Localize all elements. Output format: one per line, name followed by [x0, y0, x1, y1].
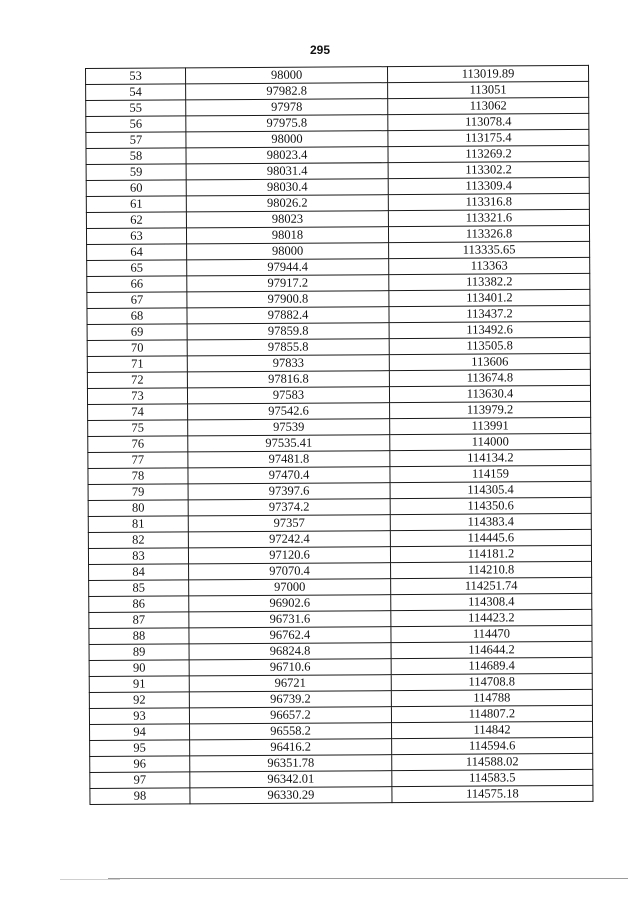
x-coordinate-cell: 96330.29	[190, 787, 392, 804]
x-coordinate-cell: 98018	[186, 227, 388, 244]
point-number-cell: 59	[86, 164, 186, 181]
point-number-cell: 75	[88, 420, 188, 437]
x-coordinate-cell: 96558.2	[190, 723, 392, 740]
point-number-cell: 78	[88, 468, 188, 485]
x-coordinate-cell: 97859.8	[187, 323, 389, 340]
y-coordinate-cell: 113309.4	[388, 177, 589, 194]
point-number-cell: 91	[89, 676, 189, 693]
y-coordinate-cell: 114583.5	[392, 769, 593, 786]
x-coordinate-cell: 97397.6	[188, 483, 390, 500]
point-number-cell: 89	[89, 644, 189, 661]
point-number-cell: 69	[87, 324, 187, 341]
y-coordinate-cell: 114689.4	[391, 657, 592, 674]
x-coordinate-cell: 96351.78	[190, 755, 392, 772]
point-number-cell: 87	[89, 612, 189, 629]
point-number-cell: 65	[87, 260, 187, 277]
scan-bottom-line-left	[60, 879, 120, 880]
y-coordinate-cell: 114445.6	[390, 529, 591, 546]
x-coordinate-cell: 97944.4	[187, 259, 389, 276]
y-coordinate-cell: 113674.8	[389, 369, 590, 386]
x-coordinate-cell: 97583	[187, 387, 389, 404]
x-coordinate-cell: 97000	[189, 579, 391, 596]
coordinate-table	[85, 65, 593, 805]
y-coordinate-cell: 114181.2	[390, 545, 591, 562]
point-number-cell: 57	[86, 132, 186, 149]
x-coordinate-cell: 97975.8	[186, 115, 388, 132]
y-coordinate-cell: 113175.4	[388, 129, 589, 146]
y-coordinate-cell: 113051	[388, 81, 589, 98]
point-number-cell: 63	[86, 228, 186, 245]
x-coordinate-cell: 96342.01	[190, 771, 392, 788]
x-coordinate-cell: 96902.6	[189, 595, 391, 612]
y-coordinate-cell: 113437.2	[389, 305, 590, 322]
x-coordinate-cell: 98030.4	[186, 179, 388, 196]
x-coordinate-cell: 96416.2	[190, 739, 392, 756]
y-coordinate-cell: 113630.4	[389, 385, 590, 402]
x-coordinate-cell: 96731.6	[189, 611, 391, 628]
x-coordinate-cell: 97982.8	[186, 83, 388, 100]
point-number-cell: 83	[88, 548, 188, 565]
point-number-cell: 66	[87, 276, 187, 293]
scan-bottom-line	[108, 878, 628, 879]
x-coordinate-cell: 97470.4	[188, 467, 390, 484]
y-coordinate-cell: 114308.4	[391, 593, 592, 610]
point-number-cell: 94	[90, 724, 190, 741]
point-number-cell: 62	[86, 212, 186, 229]
point-number-cell: 74	[88, 404, 188, 421]
y-coordinate-cell: 114594.6	[392, 737, 593, 754]
x-coordinate-cell: 97978	[186, 99, 388, 116]
point-number-cell: 67	[87, 292, 187, 309]
y-coordinate-cell: 113401.2	[389, 289, 590, 306]
y-coordinate-cell: 113979.2	[390, 401, 591, 418]
y-coordinate-cell: 114000	[390, 433, 591, 450]
x-coordinate-cell: 97539	[188, 419, 390, 436]
x-coordinate-cell: 98026.2	[186, 195, 388, 212]
y-coordinate-cell: 113606	[389, 353, 590, 370]
x-coordinate-cell: 96739.2	[189, 691, 391, 708]
y-coordinate-cell: 113302.2	[388, 161, 589, 178]
point-number-cell: 92	[89, 692, 189, 709]
point-number-cell: 97	[90, 772, 190, 789]
x-coordinate-cell: 98031.4	[186, 163, 388, 180]
y-coordinate-cell: 114134.2	[390, 449, 591, 466]
table-row	[90, 785, 593, 804]
y-coordinate-cell: 113078.4	[388, 113, 589, 130]
point-number-cell: 80	[88, 500, 188, 517]
point-number-cell: 53	[86, 68, 186, 85]
x-coordinate-cell: 97855.8	[187, 339, 389, 356]
y-coordinate-cell: 114788	[391, 689, 592, 706]
x-coordinate-cell: 98000	[186, 67, 388, 84]
point-number-cell: 90	[89, 660, 189, 677]
point-number-cell: 58	[86, 148, 186, 165]
point-number-cell: 98	[90, 788, 190, 805]
y-coordinate-cell: 114423.2	[391, 609, 592, 626]
point-number-cell: 84	[89, 564, 189, 581]
y-coordinate-cell: 113062	[388, 97, 589, 114]
y-coordinate-cell: 114644.2	[391, 641, 592, 658]
x-coordinate-cell: 97120.6	[188, 547, 390, 564]
x-coordinate-cell: 98000	[186, 131, 388, 148]
point-number-cell: 86	[89, 596, 189, 613]
point-number-cell: 60	[86, 180, 186, 197]
y-coordinate-cell: 113492.6	[389, 321, 590, 338]
x-coordinate-cell: 98000	[187, 243, 389, 260]
y-coordinate-cell: 113382.2	[389, 273, 590, 290]
point-number-cell: 88	[89, 628, 189, 645]
y-coordinate-cell: 113326.8	[388, 225, 589, 242]
x-coordinate-cell: 97917.2	[187, 275, 389, 292]
y-coordinate-cell: 114383.4	[390, 513, 591, 530]
point-number-cell: 76	[88, 436, 188, 453]
point-number-cell: 96	[90, 756, 190, 773]
point-number-cell: 85	[89, 580, 189, 597]
x-coordinate-cell: 98023.4	[186, 147, 388, 164]
y-coordinate-cell: 113019.89	[387, 65, 588, 82]
y-coordinate-cell: 114588.02	[392, 753, 593, 770]
y-coordinate-cell: 113505.8	[389, 337, 590, 354]
x-coordinate-cell: 97816.8	[187, 371, 389, 388]
x-coordinate-cell: 97833	[187, 355, 389, 372]
point-number-cell: 72	[87, 372, 187, 389]
y-coordinate-cell: 114470	[391, 625, 592, 642]
y-coordinate-cell: 113321.6	[388, 209, 589, 226]
x-coordinate-cell: 97242.4	[188, 531, 390, 548]
y-coordinate-cell: 113269.2	[388, 145, 589, 162]
y-coordinate-cell: 113335.65	[389, 241, 590, 258]
point-number-cell: 82	[88, 532, 188, 549]
page-number: 295	[309, 43, 331, 57]
point-number-cell: 64	[87, 244, 187, 261]
x-coordinate-cell: 97535.41	[188, 435, 390, 452]
x-coordinate-cell: 97481.8	[188, 451, 390, 468]
y-coordinate-cell: 113316.8	[388, 193, 589, 210]
y-coordinate-cell: 114842	[392, 721, 593, 738]
y-coordinate-cell: 114575.18	[392, 785, 593, 802]
y-coordinate-cell: 114305.4	[390, 481, 591, 498]
point-number-cell: 54	[86, 84, 186, 101]
x-coordinate-cell: 97374.2	[188, 499, 390, 516]
y-coordinate-cell: 114807.2	[391, 705, 592, 722]
point-number-cell: 70	[87, 340, 187, 357]
y-coordinate-cell: 113991	[390, 417, 591, 434]
x-coordinate-cell: 97070.4	[189, 563, 391, 580]
x-coordinate-cell: 97900.8	[187, 291, 389, 308]
x-coordinate-cell: 97882.4	[187, 307, 389, 324]
y-coordinate-cell: 114210.8	[391, 561, 592, 578]
x-coordinate-cell: 96721	[189, 675, 391, 692]
point-number-cell: 73	[87, 388, 187, 405]
point-number-cell: 95	[90, 740, 190, 757]
point-number-cell: 71	[87, 356, 187, 373]
point-number-cell: 81	[88, 516, 188, 533]
y-coordinate-cell: 114251.74	[391, 577, 592, 594]
point-number-cell: 93	[89, 708, 189, 725]
y-coordinate-cell: 114159	[390, 465, 591, 482]
point-number-cell: 55	[86, 100, 186, 117]
x-coordinate-cell: 97357	[188, 515, 390, 532]
x-coordinate-cell: 96657.2	[189, 707, 391, 724]
x-coordinate-cell: 98023	[186, 211, 388, 228]
x-coordinate-cell: 96710.6	[189, 659, 391, 676]
point-number-cell: 77	[88, 452, 188, 469]
coordinate-table-container	[85, 65, 593, 805]
y-coordinate-cell: 114708.8	[391, 673, 592, 690]
point-number-cell: 79	[88, 484, 188, 501]
x-coordinate-cell: 97542.6	[188, 403, 390, 420]
y-coordinate-cell: 114350.6	[390, 497, 591, 514]
point-number-cell: 61	[86, 196, 186, 213]
x-coordinate-cell: 96762.4	[189, 627, 391, 644]
y-coordinate-cell: 113363	[389, 257, 590, 274]
point-number-cell: 56	[86, 116, 186, 133]
table-body	[86, 65, 593, 804]
x-coordinate-cell: 96824.8	[189, 643, 391, 660]
point-number-cell: 68	[87, 308, 187, 325]
